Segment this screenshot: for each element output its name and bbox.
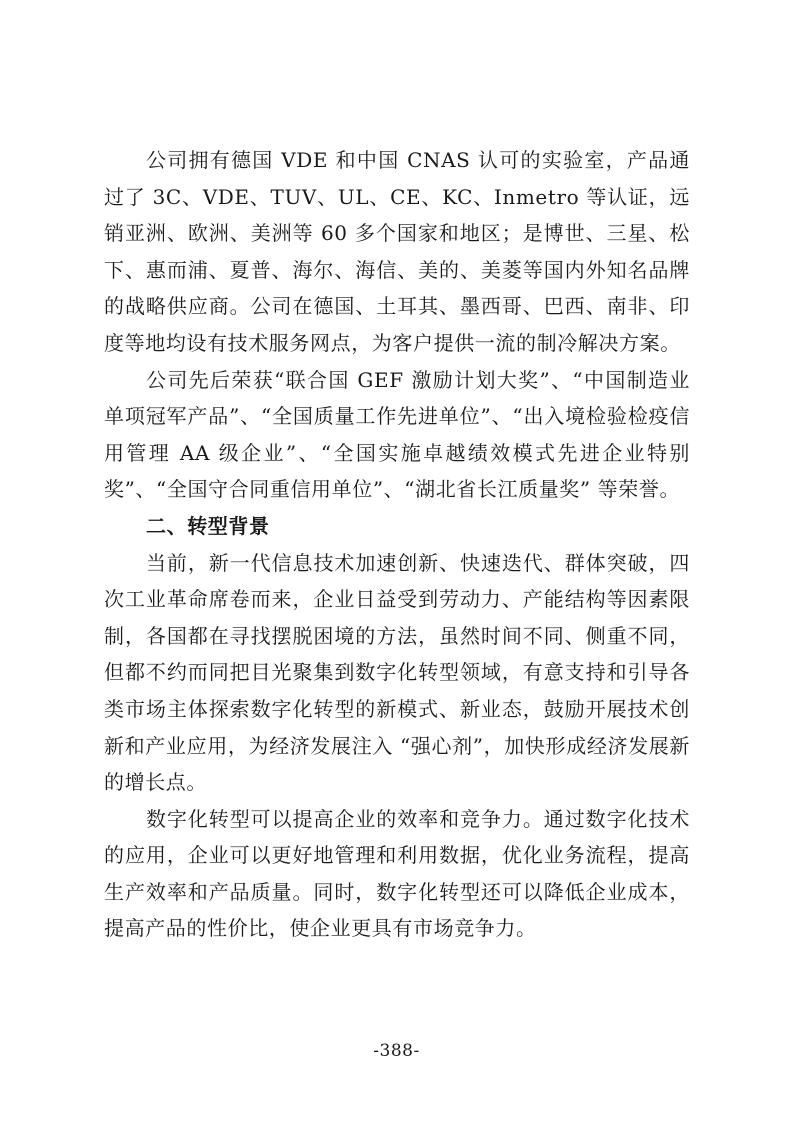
paragraph-digital-transformation: 数字化转型可以提高企业的效率和竞争力。通过数字化技术的应用，企业可以更好地管理和利用数据，优化业务流程，提高生产效率和产品质量。同时，数字化转型还可以降低企业成本，提高产品的性价比，使企业更具有市场竞争力。 [104, 806, 690, 941]
page-number: -388- [373, 1041, 420, 1061]
paragraph-background: 当前，新一代信息技术加速创新、快速迭代、群体突破，四次工业革命席卷而来，企业日益受到劳动力、产能结构等因素限制，各国都在寻找摆脱困境的方法，虽然时间不同、侧重不同，但都不约而同把目光聚集到数字化转型领域，有意支持和引导各类市场主体探索数字化转型的新模式、新业态，鼓励开展技术创新和产业应用，为经济发展注入 “强心剂”，加快形成经济发展新的增长点。 [104, 550, 690, 795]
paragraph-company-lab: 公司拥有德国 VDE 和中国 CNAS 认可的实验室，产品通过了 3C、VDE、TUV、UL、CE、KC、Inmetro 等认证，远销亚洲、欧洲、美洲等 60 多个国家和地区；是博世、三星、松下、惠而浦、夏普、海尔、海信、美的、美菱等国内外知名品牌的战略供应商。公司在德国、土耳其、墨西哥、巴西、南非、印度等地均设有技术服务网点，为客户提供一流的制冷解决方案。 [104, 148, 690, 355]
paragraph-company-honors: 公司先后荣获“联合国 GEF 激励计划大奖”、“中国制造业单项冠军产品”、“全国质量工作先进单位”、“出入境检验检疫信用管理 AA 级企业”、“全国实施卓越绩效模式先进企业特别奖”、“全国守合同重信用单位”、“湖北省长江质量奖” 等荣誉。 [104, 367, 690, 502]
section-heading: 二、转型背景 [146, 513, 270, 538]
document-body [104, 142, 690, 947]
